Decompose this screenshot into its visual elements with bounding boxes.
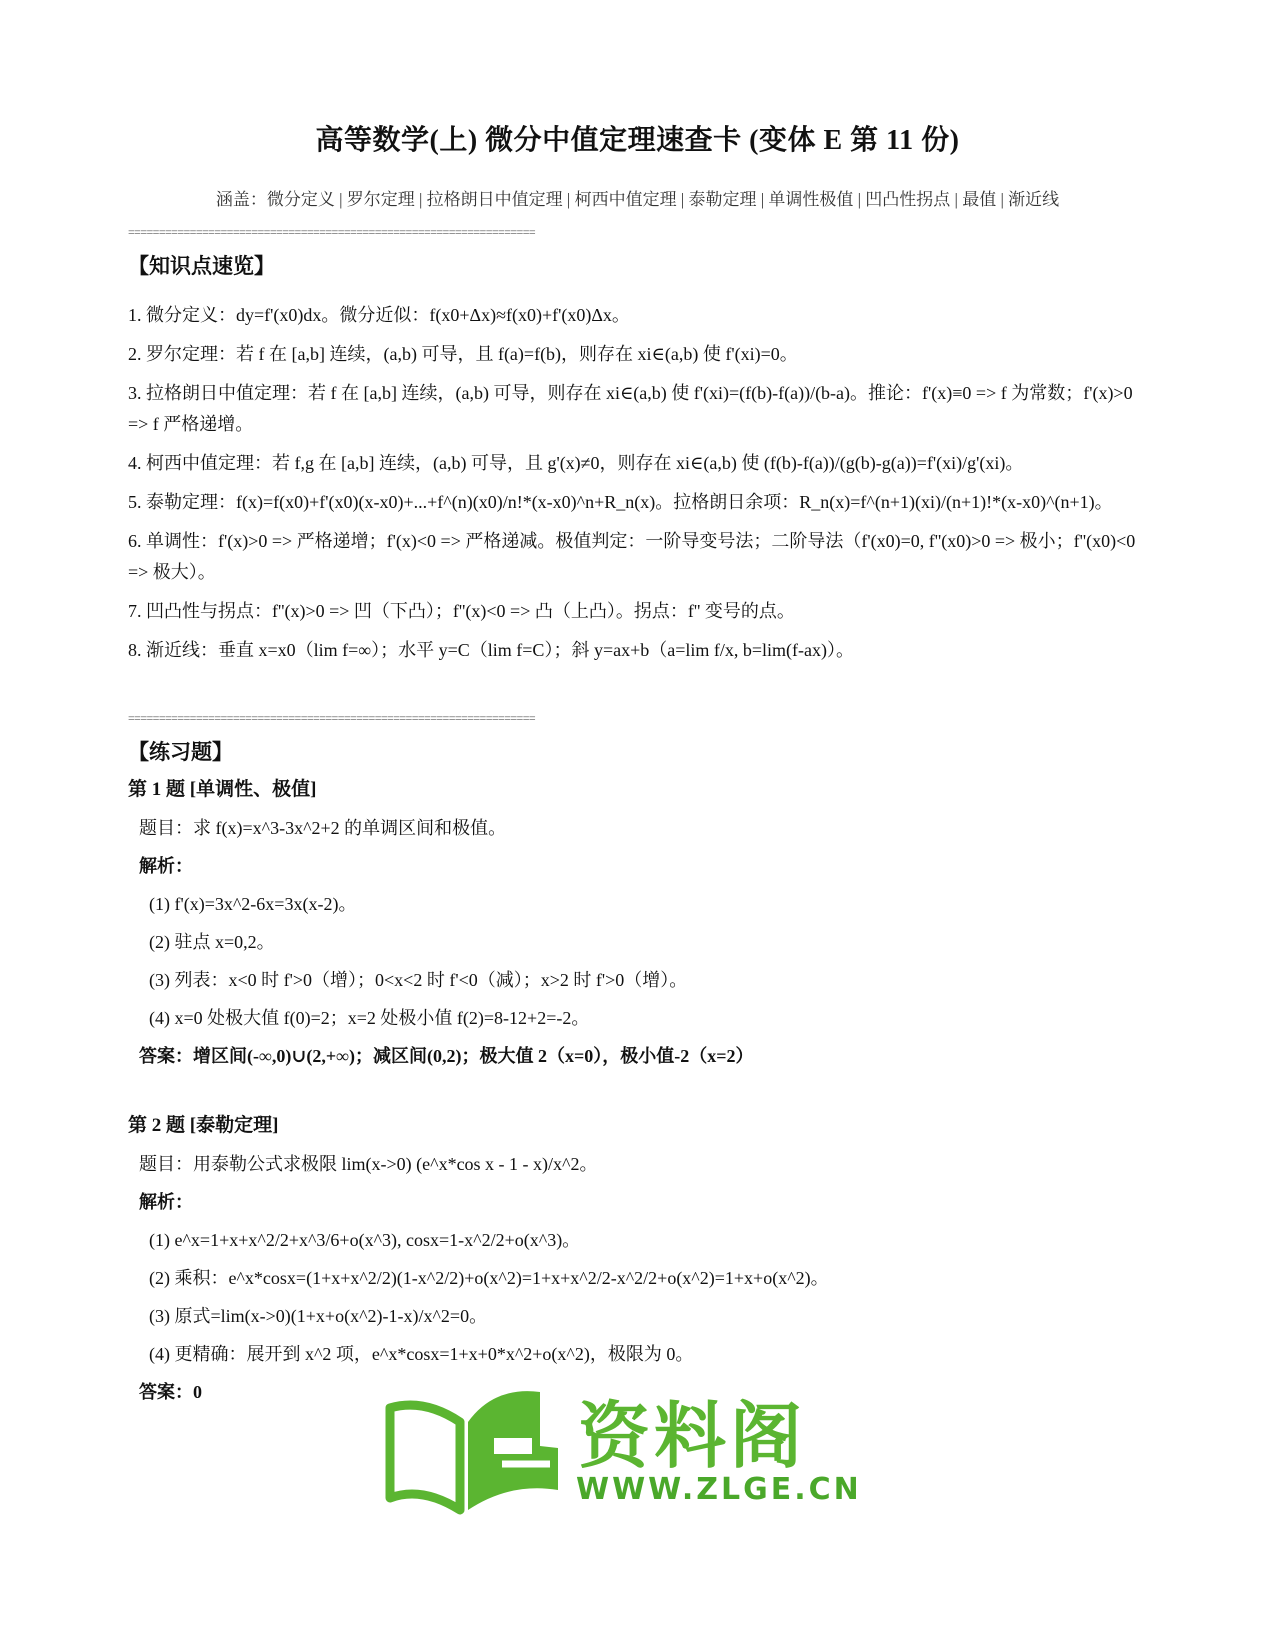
knowledge-item: 6. 单调性：f'(x)>0 => 严格递增；f'(x)<0 => 严格递减。极值判定：一阶导变号法；二阶导法（f'(x0)=0, f''(x0)>0 => 极小；f''(x0)<0 => 极大）。 — [128, 531, 1136, 582]
analysis-step: (2) 驻点 x=0,2。 — [149, 932, 275, 952]
exercise-1 — [128, 775, 1148, 1071]
page-subtitle: 涵盖：微分定义 | 罗尔定理 | 拉格朗日中值定理 | 柯西中值定理 | 泰勒定理 | 单调性极值 | 凹凸性拐点 | 最值 | 渐近线 — [215, 190, 1060, 209]
knowledge-item: 1. 微分定义：dy=f'(x0)dx。微分近似：f(x0+Δx)≈f(x0)+f'(x0)Δx。 — [128, 305, 630, 325]
exercise-answer: 答案：增区间(-∞,0)∪(2,+∞)；减区间(0,2)；极大值 2（x=0），极小值-2（x=2） — [139, 1046, 754, 1066]
exercise-2 — [128, 1111, 1148, 1407]
knowledge-heading: 【知识点速览】 — [128, 254, 275, 278]
knowledge-item: 3. 拉格朗日中值定理：若 f 在 [a,b] 连续，(a,b) 可导，则存在 xi∈(a,b) 使 f'(xi)=(f(b)-f(a))/(b-a)。推论：f'(x)≡0 => f 为常数；f'(x)>0 => f 严格递增。 — [128, 383, 1133, 434]
analysis-label: 解析： — [139, 856, 193, 876]
knowledge-item: 5. 泰勒定理：f(x)=f(x0)+f'(x0)(x-x0)+...+f^(n)(x0)/n!*(x-x0)^n+R_n(x)。拉格朗日余项：R_n(x)=f^(n+1)(xi)/(n+1)!*(x-x0)^(n+1)。 — [128, 492, 1113, 512]
knowledge-item: 2. 罗尔定理：若 f 在 [a,b] 连续，(a,b) 可导，且 f(a)=f(b)，则存在 xi∈(a,b) 使 f'(xi)=0。 — [128, 344, 798, 364]
exercises-heading: 【练习题】 — [128, 740, 233, 764]
page-title: 高等数学(上) 微分中值定理速查卡 (变体 E 第 11 份) — [315, 125, 960, 156]
knowledge-item: 4. 柯西中值定理：若 f,g 在 [a,b] 连续，(a,b) 可导，且 g'(x)≠0，则存在 xi∈(a,b) 使 (f(b)-f(a))/(g(b)-g(a))=f'(xi)/g'(xi)。 — [128, 453, 1024, 473]
divider-top: ================================================================== — [128, 226, 536, 238]
analysis-step: (1) f'(x)=3x^2-6x=3x(x-2)。 — [149, 894, 357, 914]
watermark-logo — [382, 1378, 862, 1518]
watermark-text-en: WWW.ZLGE.CN — [576, 1472, 862, 1507]
analysis-step: (4) 更精确：展开到 x^2 项，e^x*cosx=1+x+0*x^2+o(x^2)，极限为 0。 — [149, 1344, 694, 1364]
analysis-step: (2) 乘积：e^x*cosx=(1+x+x^2/2)(1-x^2/2)+o(x^2)=1+x+x^2/2-x^2/2+o(x^2)=1+x+o(x^2)。 — [149, 1268, 829, 1288]
divider-middle: ================================================================== — [128, 712, 536, 724]
analysis-step: (3) 列表：x<0 时 f'>0（增）；0<x<2 时 f'<0（减）；x>2 时 f'>0（增）。 — [149, 970, 688, 990]
exercise-question: 题目：用泰勒公式求极限 lim(x->0) (e^x*cos x - 1 - x)/x^2。 — [139, 1154, 598, 1174]
analysis-step: (3) 原式=lim(x->0)(1+x+o(x^2)-1-x)/x^2=0。 — [149, 1306, 488, 1326]
exercise-title: 第 1 题 [单调性、极值] — [128, 779, 317, 800]
exercise-question: 题目：求 f(x)=x^3-3x^2+2 的单调区间和极值。 — [139, 818, 507, 838]
knowledge-list — [128, 300, 1148, 674]
knowledge-item: 8. 渐近线：垂直 x=x0（lim f=∞）；水平 y=C（lim f=C）；斜 y=ax+b（a=lim f/x, b=lim(f-ax)）。 — [128, 640, 854, 660]
watermark-text-cn: 资料阁 — [578, 1394, 807, 1478]
analysis-step: (4) x=0 处极大值 f(0)=2；x=2 处极小值 f(2)=8-12+2=-2。 — [149, 1008, 590, 1028]
exercise-answer: 答案：0 — [139, 1382, 202, 1402]
analysis-step: (1) e^x=1+x+x^2/2+x^3/6+o(x^3), cosx=1-x^2/2+o(x^3)。 — [149, 1230, 581, 1250]
analysis-label: 解析： — [139, 1192, 193, 1212]
exercise-title: 第 2 题 [泰勒定理] — [128, 1115, 279, 1136]
knowledge-item: 7. 凹凸性与拐点：f''(x)>0 => 凹（下凸）；f''(x)<0 => 凸（上凸）。拐点：f'' 变号的点。 — [128, 601, 795, 621]
open-book-icon — [382, 1378, 567, 1518]
